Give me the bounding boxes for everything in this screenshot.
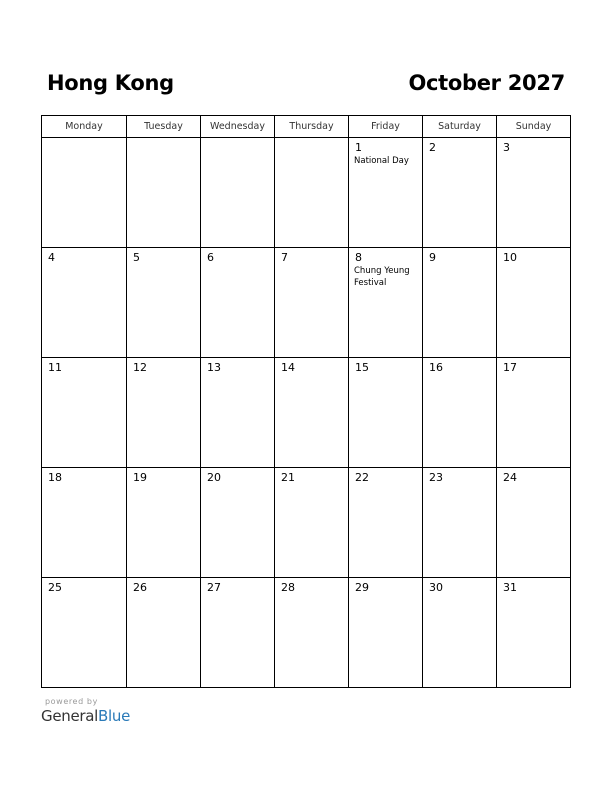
day-cell: [275, 358, 349, 468]
day-cell: [423, 248, 497, 358]
region-title: Hong Kong: [47, 71, 174, 95]
day-number: 18: [48, 471, 62, 484]
day-cell: [423, 358, 497, 468]
day-number: 7: [281, 251, 288, 264]
day-cell: [127, 578, 201, 688]
day-cell: [42, 578, 127, 688]
day-cell: [423, 138, 497, 248]
day-cell: [349, 468, 423, 578]
day-number: 29: [355, 581, 369, 594]
day-number: 19: [133, 471, 147, 484]
day-number: 14: [281, 361, 295, 374]
day-cell: [497, 248, 571, 358]
weekday-header: Monday: [42, 116, 127, 138]
day-cell: [201, 248, 275, 358]
day-cell: [497, 468, 571, 578]
week-row: [42, 358, 571, 468]
day-cell: [275, 578, 349, 688]
brand-general-text: General: [41, 707, 99, 725]
day-number: 4: [48, 251, 55, 264]
day-cell: [127, 248, 201, 358]
day-number: 24: [503, 471, 517, 484]
day-cell: [423, 468, 497, 578]
day-number: 26: [133, 581, 147, 594]
day-cell: [349, 248, 423, 358]
day-cell: [349, 138, 423, 248]
day-number: 17: [503, 361, 517, 374]
day-cell: [497, 138, 571, 248]
weekday-header: Tuesday: [127, 116, 201, 138]
brand-blue-text: Blue: [98, 707, 131, 725]
day-number: 22: [355, 471, 369, 484]
day-cell: [201, 578, 275, 688]
weekday-header: Saturday: [423, 116, 497, 138]
day-number: 15: [355, 361, 369, 374]
day-cell: [42, 248, 127, 358]
day-cell: [423, 578, 497, 688]
day-number: 16: [429, 361, 443, 374]
week-row: [42, 248, 571, 358]
holiday-label: Chung Yeung Festival: [354, 266, 410, 288]
month-title: October 2027: [408, 71, 565, 95]
footer-branding[interactable]: [41, 697, 130, 725]
day-number: 30: [429, 581, 443, 594]
day-number: 31: [503, 581, 517, 594]
day-cell: [275, 248, 349, 358]
day-number: 1: [355, 141, 362, 154]
calendar-grid: [41, 115, 571, 688]
week-row: [42, 138, 571, 248]
weekday-header: Sunday: [497, 116, 571, 138]
week-row: [42, 468, 571, 578]
day-number: 8: [355, 251, 362, 264]
day-number: 2: [429, 141, 436, 154]
day-number: 28: [281, 581, 295, 594]
day-number: 9: [429, 251, 436, 264]
day-number: 6: [207, 251, 214, 264]
day-number: 21: [281, 471, 295, 484]
day-cell: [201, 358, 275, 468]
day-cell: [275, 138, 349, 248]
weekday-header: Thursday: [275, 116, 349, 138]
weekday-header-row: [42, 116, 571, 138]
day-number: 12: [133, 361, 147, 374]
day-number: 27: [207, 581, 221, 594]
day-number: 11: [48, 361, 62, 374]
day-number: 5: [133, 251, 140, 264]
day-cell: [497, 358, 571, 468]
day-number: 13: [207, 361, 221, 374]
holiday-label: National Day: [354, 156, 409, 166]
day-cell: [275, 468, 349, 578]
day-cell: [201, 138, 275, 248]
day-number: 10: [503, 251, 517, 264]
day-cell: [42, 138, 127, 248]
day-number: 25: [48, 581, 62, 594]
day-number: 3: [503, 141, 510, 154]
day-cell: [127, 468, 201, 578]
generalblue-logo[interactable]: [41, 707, 130, 725]
day-cell: [42, 358, 127, 468]
day-cell: [497, 578, 571, 688]
weekday-header: Wednesday: [201, 116, 275, 138]
day-cell: [349, 358, 423, 468]
day-cell: [201, 468, 275, 578]
day-cell: [127, 138, 201, 248]
day-number: 20: [207, 471, 221, 484]
day-number: 23: [429, 471, 443, 484]
day-cell: [42, 468, 127, 578]
day-cell: [349, 578, 423, 688]
day-cell: [127, 358, 201, 468]
weekday-header: Friday: [349, 116, 423, 138]
week-row: [42, 578, 571, 688]
powered-by-label: powered by: [45, 697, 98, 706]
